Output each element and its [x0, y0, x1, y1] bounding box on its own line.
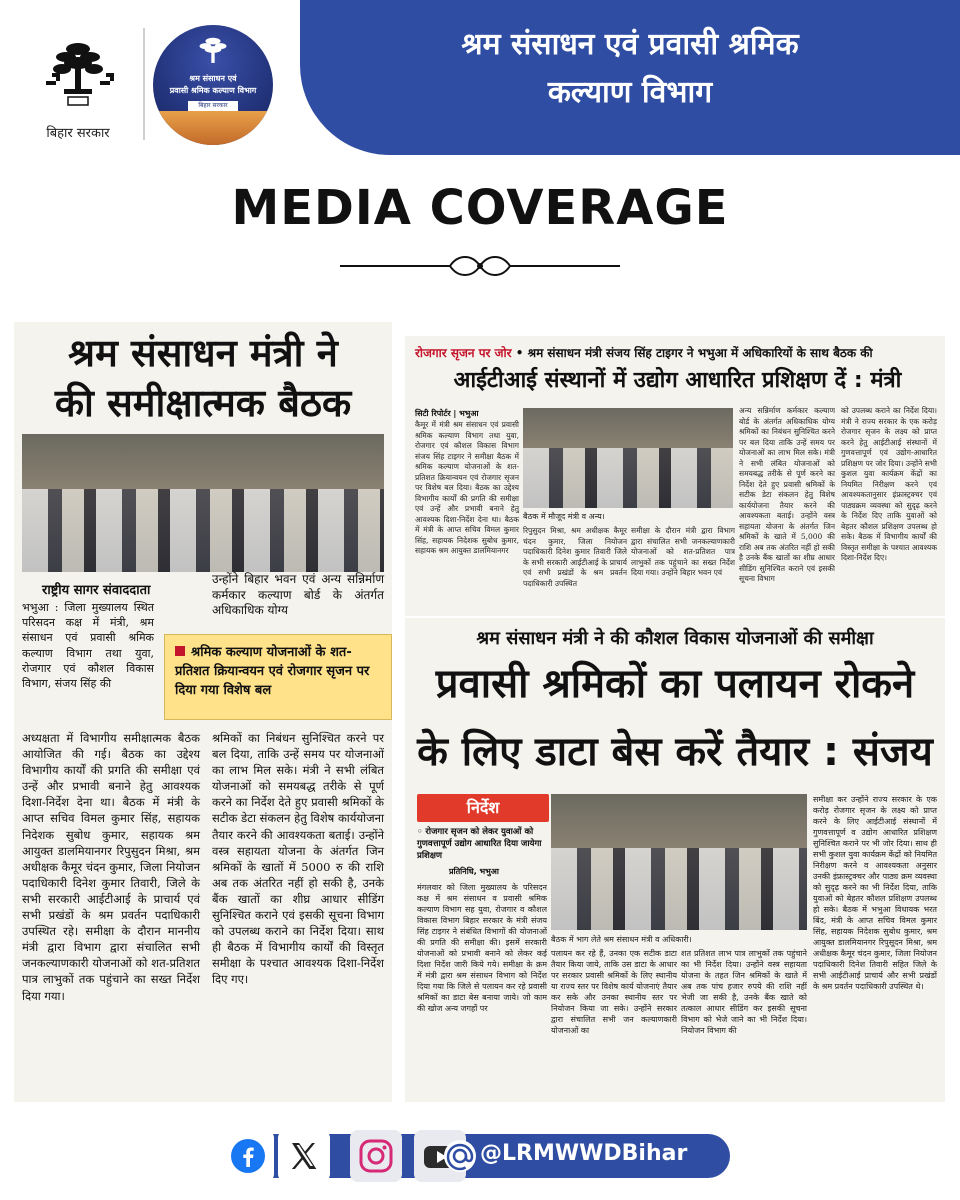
meeting-photo-left [22, 434, 384, 572]
badge-skyline [153, 111, 273, 145]
clip-br-col-d: समीक्षा कर उन्होंने राज्य सरकार के एक करोड़ रोजगार सृजन के लक्ष्य को प्राप्त करने के लिए आईटीआई संस्थानों में गुणवत्तापूर्ण व उद्योग आधारित प्रशिक्षण सुनिश्चित कराने पर भी जोर दिया। साथ ही सभी कुशल युवा कार्यक्रम केंद्रों को नियमित निरीक्षण करने व आवश्यकता अनुसार उनकी इंफ्रास्ट्रक्चर और पाठ्य क्रम व्यवस्था को सुदृढ़ करने का भी निर्देश दिया, ताकि युवाओं को बेहतर कौशल प्रशिक्षण उपलब्ध हो सके। बैठक में भभुआ विधायक भरत बिंद, मंत्री के आप्त सचिव विमल कुमार सिंह, सहायक निदेशक सुबोध कुमार, श्रम आयुक्त डालमियानगर रिपुसूदन मिश्रा, श्रम अधीक्षक कैमूर चंदन कुमार, जिला नियोजन पदाधिकारी दिनेश तिवारी सहित जिले के सभी आईटीआई प्राचार्य और सभी प्रखंडों के श्रम प्रवर्तन पदाधिकारी उपस्थित थे। [813, 795, 937, 991]
department-title-line2: कल्याण विभाग [547, 75, 713, 110]
nirdesh-text: ◦ रोजगार सृजन को लेकर युवाओं को गुणवत्तापूर्ण उद्योग आधारित दिया जायेगा प्रशिक्षण [417, 827, 542, 861]
department-title-banner [300, 0, 960, 155]
clip-tr-caption: बैठक में मौजूद मंत्री व अन्य। [523, 512, 605, 521]
news-clipping-bottom-right [405, 618, 945, 1102]
clip-br-headline-2: के लिए डाटा बेस करें तैयार : संजय [417, 729, 933, 775]
badge-tree-icon [153, 31, 273, 73]
clip-br-kicker: श्रम संसाधन मंत्री ने की कौशल विकास योजनाओं की समीक्षा [476, 628, 874, 649]
header-divider [143, 28, 145, 140]
clip-left-body-col2: श्रमिकों का निबंधन सुनिश्चित करने पर बल दिया, ताकि उन्हें समय पर योजनाओं का लाभ मिल सके। मंत्री ने सभी लंबित योजनाओं को समयबद्ध तरीके से पूर्ण करने का निर्देश देते हुए प्रवासी श्रमिकों के सटीक डेटा संकलन हेतु विशेष कार्ययोजना तैयार करने की आवश्यकता बताई। उन्होंने वस्त्र सहायता योजना के अंतर्गत जिन श्रमिकों के खातों में 5000 रु की राशि अब तक अंतरित नहीं हो सकी है, उनके बैंक खातों का शीघ्र आधार सीडिंग सुनिश्चित कराने एवं इसकी सूचना विभाग को उपलब्ध कराने का निर्देश दिया। साथ ही बैठक में विभागीय कार्यों की विस्तृत समीक्षा के पश्चात आवश्यक दिशा-निर्देश दिए गए। [212, 731, 384, 987]
at-glyph [444, 1140, 476, 1172]
instagram-icon [358, 1138, 394, 1174]
clip-tr-col-c: समीक्षा के दौरान मंत्री द्वारा विभाग द्वारा संचालित सभी जनकल्याणकारी योजनाओं को शत-प्रतिशत पात्र लाभुकों तक पहुंचाने का सख्त निर्देश दिया गया। उन्होंने बिहार भवन एवं [631, 526, 735, 577]
header [0, 0, 960, 165]
decorative-flourish-icon [330, 246, 630, 286]
bodhi-tree-emblem-icon [42, 35, 114, 107]
clip-left-headline-2: की समीक्षात्मक बैठक [54, 381, 352, 425]
clip-tr-tag-line [415, 344, 940, 361]
badge-subtitle: बिहार सरकार [188, 101, 238, 111]
clip-tr-col-a2 [415, 526, 519, 612]
photo-people [523, 448, 733, 508]
clip-br-col-b: पलायन कर रहे हैं, उनका एक सटीक डाटा तैयार किया जाये, ताकि उस डाटा के आधार पर सरकार प्रवासी श्रमिकों के लिए स्थानीय या राज्य स्तर पर विशेष कार्य योजनाएं तैयार कर सके और उनका स्थानीय स्तर पर नियोजन किया जा सके। उन्होंने सरकार द्वारा संचालित सभी जन कल्याणकारी योजनाओं का [551, 949, 677, 1035]
clip-left-body-col1: अध्यक्षता में विभागीय समीक्षात्मक बैठक आयोजित की गई। बैठक का उद्देश्य विभागीय कार्यों की प्रगति की समीक्षा एवं उन्हें और प्रभावी बनाने हेतु आवश्यक दिशा-निर्देश देना था। बैठक में मंत्री के आप्त सचिव विमल कुमार सिंह, सहायक निदेशक सुबोध कुमार, सहायक श्रम आयुक्त डालमियानगर रिपुसुदन मिश्रा, श्रम अधीक्षक कैमूर चंदन कुमार, जिला नियोजन पदाधिकारी दिनेश कुमार तिवारी, जिले के सभी सरकारी आईटीआई के प्राचार्य एवं सभी प्रखंडों के श्रम प्रवर्तन पदाधिकारी उपस्थित रहे। समीक्षा के दौरान माननीय मंत्री द्वारा विभाग द्वारा संचालित सभी जनकल्याणकारी योजनाओं को शत-प्रतिशत पात्र लाभुकों तक पहुंचाने का सख्त निर्देश दिया गया। [22, 731, 200, 1003]
instagram-button[interactable] [350, 1130, 402, 1182]
callout-bullet-icon [175, 646, 185, 656]
meeting-photo-top-right [523, 408, 733, 508]
at-sign-icon [444, 1140, 476, 1172]
clip-tr-tag: रोजगार सृजन पर जोर [415, 346, 512, 360]
clip-br-byline: प्रतिनिधि, भभुआ [449, 867, 499, 876]
clip-br-caption: बैठक में भाग लेते श्रम संसाधन मंत्री व अधिकारी। [551, 935, 692, 944]
clip-br-col-c: शत प्रतिशत लाभ पात्र लाभुकों तक पहुंचाने का भी निर्देश दिया। उन्होंने वस्त्र सहायता योजना के तहत जिन श्रमिकों के खाते में अब तक पांच हजार रुपये की राशि नहीं भेजी जा सकी है, उनके बैंक खाते को तत्काल आधार सीडिंग कर इसकी सूचना विभाग को भेजे जाने का भी निर्देश दिया। नियोजन विभाग की [681, 949, 807, 1035]
news-clipping-top-right [405, 336, 945, 616]
callout-text: श्रमिक कल्याण योजनाओं के शत-प्रतिशत क्रियान्वयन एवं रोजगार सृजन पर दिया गया विशेष बल [175, 645, 370, 698]
clip-tr-headline: आईटीआई संस्थानों में उद्योग आधारित प्रशिक्षण दें : मंत्री [453, 368, 902, 393]
clip-tr-tag-rest: • श्रम संसाधन मंत्री संजय सिंह टाइगर ने भभुआ में अधिकारियों के साथ बैठक की [511, 346, 873, 360]
x-button[interactable] [278, 1130, 330, 1182]
facebook-button[interactable] [222, 1130, 274, 1182]
clip-tr-col-e: को उपलब्ध कराने का निर्देश दिया। मंत्री ने राज्य सरकार के एक करोड़ रोजगार सृजन के लक्ष्य को प्राप्त करने हेतु आईटीआई संस्थानों में गुणवत्तापूर्ण एवं उद्योग-आधारित प्रशिक्षण पर जोर दिया। उन्होंने सभी कुशल युवा कार्यक्रम केंद्रों का नियमित निरीक्षण करने एवं आवश्यकतानुसार इंफ्रास्ट्रक्चर एवं पाठ्यक्रम व्यवस्था को सुदृढ़ करने के निर्देश दिए ताकि युवाओं को बेहतर कौशल प्रशिक्षण उपलब्ध हो सके। बैठक में विभागीय कार्यों की विस्तृत समीक्षा के पश्चात आवश्यक दिशा-निर्देश दिए। [841, 406, 937, 562]
clip-tr-byline: सिटी रिपोर्टर | भभुआ [415, 409, 479, 418]
badge-text-line1: श्रम संसाधन एवं [189, 74, 237, 83]
clip-left-callout [164, 634, 392, 720]
x-icon [286, 1138, 322, 1174]
clip-tr-col-d: अन्य सन्निर्माण कर्मकार कल्याण बोर्ड के अंतर्गत अधिकाधिक योग्य श्रमिकों का निबंधन सुनिश्चित करने पर बल दिया ताकि उन्हें समय पर योजनाओं का लाभ मिल सके। मंत्री ने सभी लंबित योजनाओं को समयबद्ध तरीके से पूर्ण करने का निर्देश देते हुए प्रवासी श्रमिकों के सटीक डेटा संकलन हेतु विशेष कार्ययोजना तैयार करने की आवश्यकता बताई। उन्होंने वस्त्र सहायता योजना के अंतर्गत जिन श्रमिकों के खाते में 5,000 की राशि अब तक अंतरित नहीं हो सकी है उनके बैंक खातों का शीघ्र आधार सीडिंग सुनिश्चित कराने एवं इसकी सूचना विभाग [739, 406, 835, 583]
department-logo-badge [153, 25, 273, 145]
clip-br-col-a: मंगलवार को जिला मुख्यालय के परिसदन कक्ष में श्रम संसाधन व प्रवासी श्रमिक कल्याण विभाग सह युवा, रोजगार व कौशल विकास विभाग बिहार सरकार के मंत्री संजय सिंह टाइगर ने संबंधित विभागों की योजनाओं की प्रगति की समीक्षा की। इसमें सरकारी योजनाओं को प्रभावी बनाने को लेकर कई दिशा निर्देश जारी किये गये। समीक्षा के क्रम में मंत्री द्वारा श्रम संसाधन विभाग को निर्देश दिया गया कि जिले से पलायन कर रहे प्रवासी श्रमिकों का डाटा बेस बनाया जाये। जो काम की खोज अन्य जगहों पर [417, 883, 547, 1013]
clip-left-intro: भभुआ : जिला मुख्यालय स्थित परिसदन कक्ष में मंत्री, श्रम संसाधन एवं प्रवासी श्रमिक कल्याण विभाग तथा युवा, रोजगार एवं कौशल विकास विभाग, संजय सिंह की [22, 601, 154, 691]
clip-br-headline-1: प्रवासी श्रमिकों का पलायन रोकने [435, 661, 915, 707]
clip-tr-col-b: रिपुसुदन मिश्रा, श्रम अधीक्षक कैमूर चंदन कुमार, जिला नियोजन पदाधिकारी दिनेश कुमार तिवारी जिले के सभी सरकारी आईटीआई के प्राचार्य एवं सभी प्रखंडों के श्रम प्रवर्तन पदाधिकारी उपस्थित [523, 526, 627, 588]
clip-left-byline: राष्ट्रीय सागर संवाददाता [42, 583, 151, 598]
news-clipping-left [14, 322, 392, 1102]
meeting-photo-bottom-right [551, 794, 807, 930]
badge-text-line2: प्रवासी श्रमिक कल्याण विभाग [169, 86, 257, 95]
nirdesh-badge: निर्देश [417, 794, 549, 822]
social-handle[interactable]: @LRMWWDBihar [480, 1141, 688, 1166]
clip-left-col2-top: उन्होंने बिहार भवन एवं अन्य सन्निर्माण कर्मकार कल्याण बोर्ड के अंतर्गत अधिकाधिक योग्य [212, 572, 384, 617]
bihar-government-label: बिहार सरकार [46, 126, 110, 141]
facebook-icon [230, 1138, 266, 1174]
photo-people [22, 489, 384, 572]
bihar-government-logo [28, 35, 128, 145]
media-coverage-title: MEDIA COVERAGE [231, 180, 729, 236]
clip-tr-col-a: कैमूर में मंत्री श्रम संसाधन एवं प्रवासी श्रमिक कल्याण विभाग तथा युवा, रोजगार एवं कौशल विकास विभाग संजय सिंह टाइगर ने समीक्षा बैठक में श्रमिक कल्याण योजनाओं के शत-प्रतिशत क्रियान्वयन एवं रोजगार सृजन पर विशेष बल दिया। बैठक का उद्देश्य विभागीय कार्यों की प्रगति की समीक्षा एवं उन्हें और प्रभावी बनाने हेतु आवश्यक दिशा-निर्देश देना था। बैठक में मंत्री के आप्त सचिव विमल कुमार सिंह, सहायक निदेशक सुबोध कुमार, सहायक श्रम आयुक्त डालमियानगर [415, 420, 519, 555]
department-title-line1: श्रम संसाधन एवं प्रवासी श्रमिक [461, 27, 799, 62]
photo-people [551, 848, 807, 930]
clip-left-headline-1: श्रम संसाधन मंत्री ने [68, 331, 338, 375]
